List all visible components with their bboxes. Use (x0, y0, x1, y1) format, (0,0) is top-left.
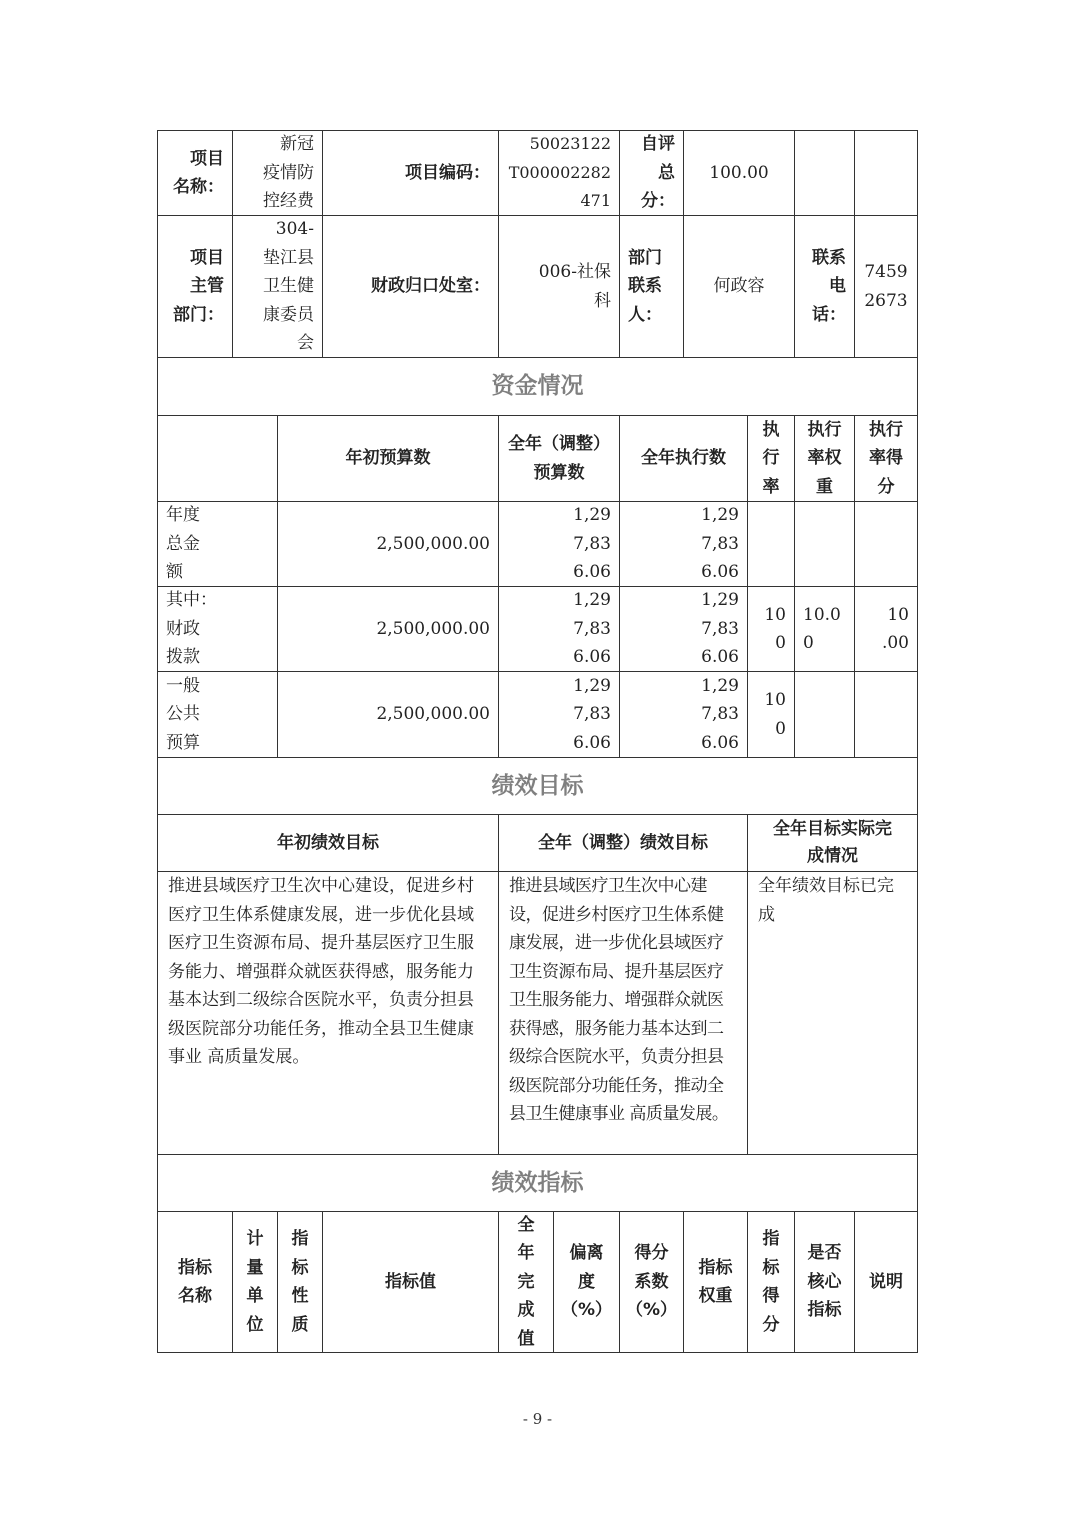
funds-header-initial-budget: 年初预算数 (277, 415, 499, 502)
page-number: - 9 - (522, 1410, 553, 1428)
funds-row-adjusted: 1,29 7,83 6.06 (498, 586, 620, 672)
project-name-label: 项目 名称： (157, 130, 233, 216)
self-score-label: 自评 总 分： (619, 130, 684, 216)
funds-header-rate-weight: 执行 率权 重 (794, 415, 855, 502)
funds-header-exec-rate: 执 行 率 (747, 415, 795, 502)
funds-section-title: 资金情况 (157, 357, 918, 416)
funds-row-executed: 1,29 7,83 6.06 (619, 671, 748, 758)
funds-row-score: 10 .00 (854, 586, 918, 672)
blank-cell (794, 130, 855, 216)
phone-label: 联系 电 话： (794, 215, 855, 358)
funds-row-rate: 10 0 (747, 586, 795, 672)
funds-row-weight (794, 671, 855, 758)
indicator-header-weight: 指标 权重 (683, 1211, 748, 1353)
goals-header-initial: 年初绩效目标 (157, 814, 499, 872)
contact-person-label: 部门 联系 人： (619, 215, 684, 358)
actual-completion-text: 全年绩效目标已完成 (747, 871, 918, 1155)
indicator-header-value: 指标值 (322, 1211, 499, 1353)
indicator-header-deviation: 偏离 度 （%） (553, 1211, 620, 1353)
funds-row-rate (747, 501, 795, 587)
funds-row-executed: 1,29 7,83 6.06 (619, 586, 748, 672)
funds-row-score (854, 671, 918, 758)
goals-header-actual: 全年目标实际完 成情况 (747, 814, 918, 872)
funds-header-adjusted-budget: 全年（调整） 预算数 (498, 415, 620, 502)
phone-value: 7459 2673 (854, 215, 918, 358)
project-name-value: 新冠 疫情防 控经费 (232, 130, 323, 216)
project-code-value: 50023122 T000002282 471 (498, 130, 620, 216)
indicator-header-nature: 指 标 性 质 (277, 1211, 323, 1353)
indicator-header-score: 指 标 得 分 (747, 1211, 795, 1353)
indicator-header-coefficient: 得分 系数 （%） (619, 1211, 684, 1353)
finance-office-label: 财政归口处室： (322, 215, 499, 358)
indicator-header-completion: 全 年 完 成 值 (498, 1211, 554, 1353)
funds-row-weight: 10.0 0 (794, 586, 855, 672)
indicators-section-title: 绩效指标 (157, 1154, 918, 1212)
indicator-header-unit: 计 量 单 位 (232, 1211, 278, 1353)
funds-row-initial: 2,500,000.00 (277, 671, 499, 758)
indicator-header-note: 说明 (854, 1211, 918, 1353)
funds-row-weight (794, 501, 855, 587)
funds-row-label: 一般 公共 预算 (157, 671, 278, 758)
adjusted-goal-text: 推进县域医疗卫生次中心建设，促进乡村医疗卫生体系健康发展，进一步优化县域医疗卫生资源布局、提升基层医疗卫生服务能力、增强群众就医获得感，服务能力基本达到二级综合医院水平，负责分担县级医院部分功能任务，推动全县卫生健康事业 高质量发展。 (498, 871, 748, 1155)
funds-row-label: 其中： 财政 拨款 (157, 586, 278, 672)
funds-row-executed: 1,29 7,83 6.06 (619, 501, 748, 587)
indicator-header-name: 指标 名称 (157, 1211, 233, 1353)
project-code-label: 项目编码： (322, 130, 499, 216)
funds-header-rate-score: 执行 率得 分 (854, 415, 918, 502)
finance-office-value: 006-社保 科 (498, 215, 620, 358)
funds-header-blank (157, 415, 278, 502)
funds-row-initial: 2,500,000.00 (277, 586, 499, 672)
goals-section-title: 绩效目标 (157, 757, 918, 815)
funds-row-adjusted: 1,29 7,83 6.06 (498, 501, 620, 587)
self-score-value: 100.00 (683, 130, 795, 216)
department-label: 项目 主管 部门： (157, 215, 233, 358)
funds-row-score (854, 501, 918, 587)
funds-row-adjusted: 1,29 7,83 6.06 (498, 671, 620, 758)
initial-goal-text: 推进县域医疗卫生次中心建设，促进乡村医疗卫生体系健康发展，进一步优化县域医疗卫生资源布局、提升基层医疗卫生服务能力、增强群众就医获得感，服务能力基本达到二级综合医院水平，负责分担县级医院部分功能任务，推动全县卫生健康事业 高质量发展。 (157, 871, 499, 1155)
department-value: 304- 垫江县 卫生健 康委员 会 (232, 215, 323, 358)
goals-header-adjusted: 全年（调整）绩效目标 (498, 814, 748, 872)
funds-row-initial: 2,500,000.00 (277, 501, 499, 587)
blank-cell (854, 130, 918, 216)
contact-person-value: 何政容 (683, 215, 795, 358)
funds-row-label: 年度 总金 额 (157, 501, 278, 587)
indicator-header-core: 是否 核心 指标 (794, 1211, 855, 1353)
funds-header-executed: 全年执行数 (619, 415, 748, 502)
funds-row-rate: 10 0 (747, 671, 795, 758)
